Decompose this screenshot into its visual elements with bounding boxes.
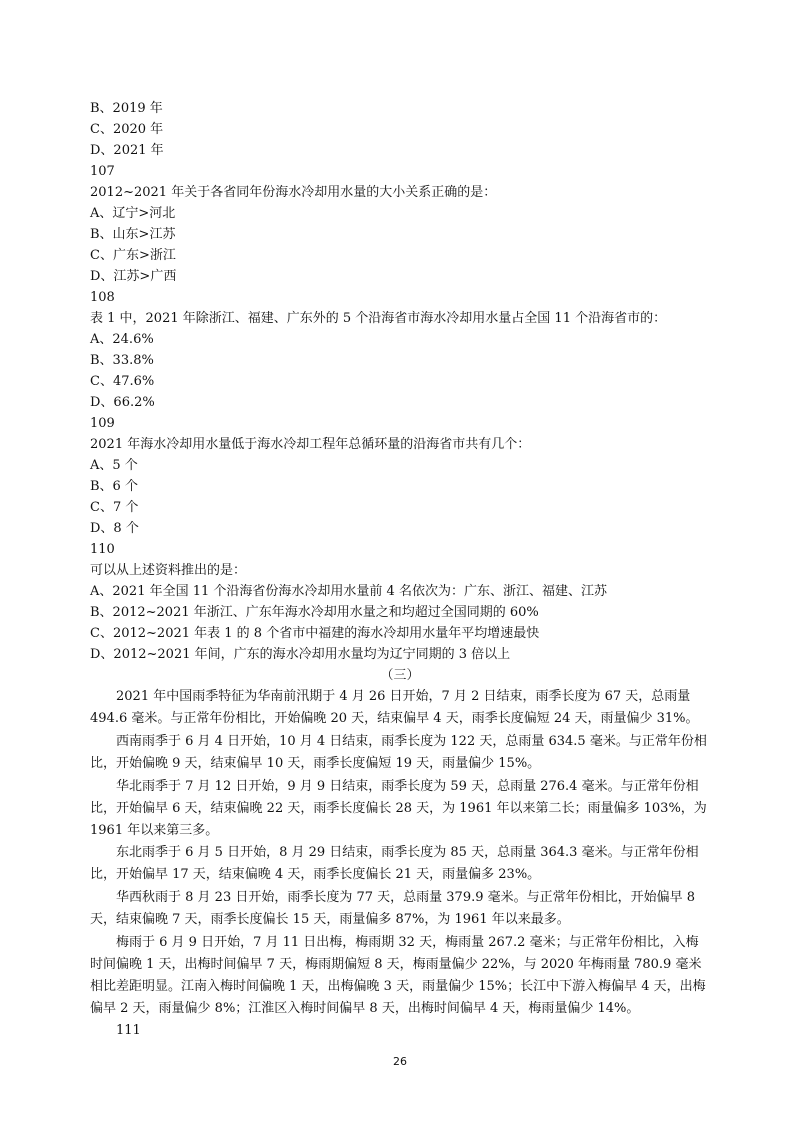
paragraph-meiyu: 梅雨于 6 月 9 日开始，7 月 11 日出梅，梅雨期 32 天，梅雨量 267.2 毫米；与正常年份相比，入梅时间偏晚 1 天，出梅时间偏早 7 天，梅雨期偏短 8 天，梅雨量偏少 22%，与 2020 年梅雨量 780.9 毫米相比差距明显。江南入梅时间偏晚 1 天，出梅偏晚 3 天，雨量偏少 15%；长江中下游入梅偏早 4 天，出梅偏早 2 天，雨量偏少 8%；江淮区入梅时间偏早 8 天，出梅时间偏早 4 天，梅雨量偏少 14%。 [90, 935, 706, 1016]
q110-option-b: B、2012~2021 年浙江、广东年海水冷却用水量之和均超过全国同期的 60% [90, 605, 539, 620]
paragraph-northeast: 东北雨季于 6 月 5 日开始，8 月 29 日结束，雨季长度为 85 天，总雨量 364.3 毫米。与正常年份相比，开始偏早 17 天，结束偏晚 4 天，雨季长度偏长 21 天，雨量偏多 23%。 [90, 845, 699, 882]
paragraph-southwest: 西南雨季于 6 月 4 日开始，10 月 4 日结束，雨季长度为 122 天，总雨量 634.5 毫米。与正常年份相比，开始偏晚 9 天，结束偏早 10 天，雨季长度偏短 19 天，雨量偏少 15%。 [90, 734, 707, 771]
q108-option-c: C、47.6% [90, 374, 155, 389]
paragraph-west-china-autumn: 华西秋雨于 8 月 23 日开始，雨季长度为 77 天，总雨量 379.9 毫米。与正常年份相比，开始偏早 8 天，结束偏晚 7 天，雨季长度偏长 15 天，雨量偏多 87%，为 1961 年以来最多。 [90, 890, 696, 927]
q107-option-c: C、广东>浙江 [90, 248, 176, 263]
page-number: 26 [393, 1055, 407, 1068]
q109-option-b: B、6 个 [90, 479, 138, 494]
q110-option-c: C、2012~2021 年表 1 的 8 个省市中福建的海水冷却用水量年平均增速最快 [90, 626, 540, 641]
q107-option-a: A、辽宁>河北 [90, 206, 176, 221]
q107-option-b: B、山东>江苏 [90, 227, 176, 242]
paragraph-south-china: 2021 年中国雨季特征为华南前汛期于 4 月 26 日开始，7 月 2 日结束，雨季长度为 67 天，总雨量 494.6 毫米。与正常年份相比，开始偏晚 20 天，结束偏早 4 天，雨季长度偏短 24 天，雨量偏少 31%。 [90, 689, 699, 726]
q108-option-d: D、66.2% [90, 395, 155, 410]
section-title: （三） [380, 668, 420, 683]
q108-option-a: A、24.6% [90, 332, 154, 347]
q108-number: 108 [90, 290, 115, 305]
q106-option-c: C、2020 年 [90, 122, 164, 137]
q109-option-d: D、8 个 [90, 521, 139, 536]
q107-option-d: D、江苏>广西 [90, 269, 177, 284]
q108-stem: 表 1 中，2021 年除浙江、福建、广东外的 5 个沿海省市海水冷却用水量占全国 11 个沿海省市的： [90, 311, 667, 326]
q110-stem: 可以从上述资料推出的是： [90, 563, 247, 578]
q107-stem: 2012~2021 年关于各省同年份海水冷却用水量的大小关系正确的是： [90, 185, 497, 200]
q109-option-a: A、5 个 [90, 458, 138, 473]
q110-option-a: A、2021 年全国 11 个沿海省份海水冷却用水量前 4 名依次为：广东、浙江、福建、江苏 [90, 584, 607, 599]
q109-option-c: C、7 个 [90, 500, 139, 515]
q108-option-b: B、33.8% [90, 353, 154, 368]
q107-number: 107 [90, 164, 115, 179]
paragraph-north-china: 华北雨季于 7 月 12 日开始，9 月 9 日结束，雨季长度为 59 天，总雨量 276.4 毫米。与正常年份相比，开始偏早 6 天，结束偏晚 22 天，雨季长度偏长 28 天，为 1961 年以来第二长；雨量偏多 103%，为 1961 年以来第三多。 [90, 779, 707, 838]
q111-number: 111 [116, 1023, 141, 1038]
q110-number: 110 [90, 542, 115, 557]
q106-option-d: D、2021 年 [90, 143, 164, 158]
q110-option-d: D、2012~2021 年间，广东的海水冷却用水量均为辽宁同期的 3 倍以上 [90, 647, 511, 662]
q109-number: 109 [90, 416, 115, 431]
q109-stem: 2021 年海水冷却用水量低于海水冷却工程年总循环量的沿海省市共有几个： [90, 437, 531, 452]
q106-option-b: B、2019 年 [90, 101, 163, 116]
